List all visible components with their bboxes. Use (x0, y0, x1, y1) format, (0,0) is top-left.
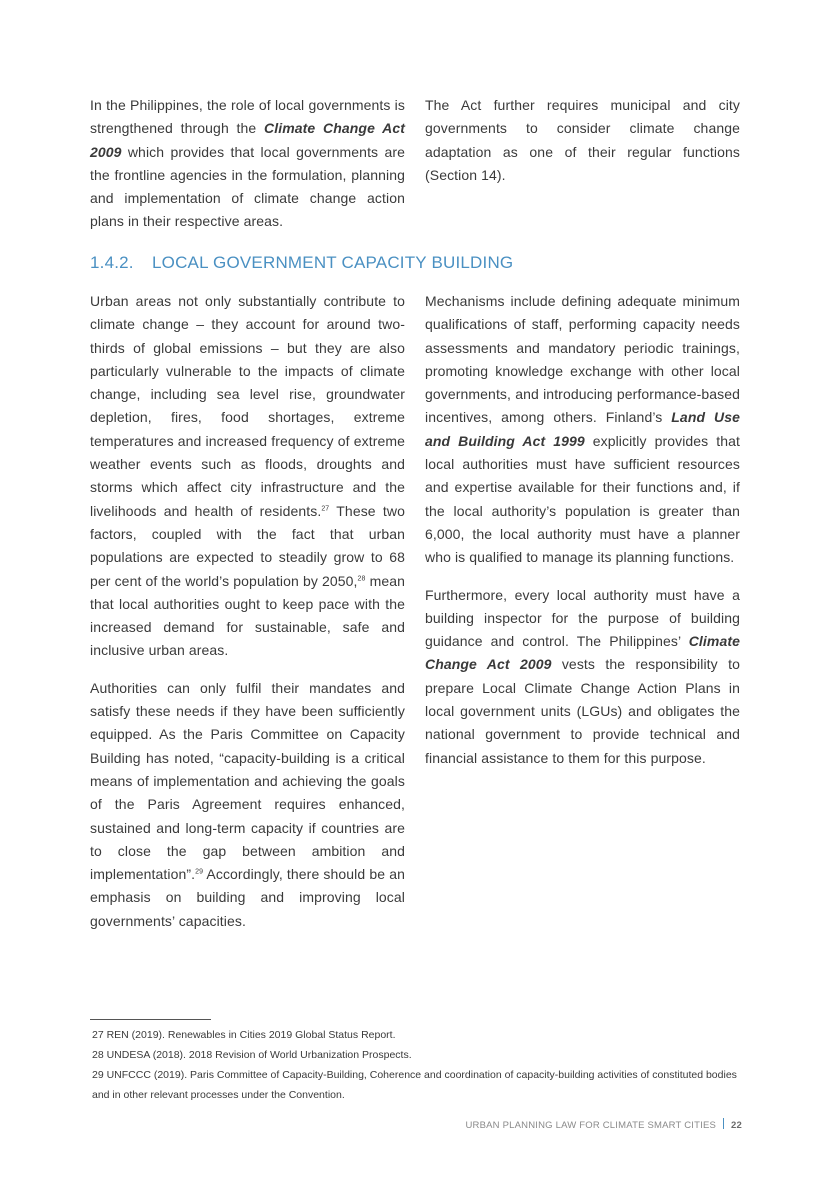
page-number: 22 (731, 1120, 742, 1131)
paragraph: In the Philippines, the role of local governments is strengthened through the Climate Change Act 2009 which provides that local governments are the frontline agencies in the formulation, planning and implementation of climate change action plans in their respective areas. (90, 97, 406, 230)
top-left-column (90, 94, 405, 234)
paragraph: Urban areas not only substantially contribute to climate change – they account for around two-thirds of global emissions – but they are also particularly vulnerable to the impacts of climate change, including sea level rise, groundwater depletion, fires, food shortages, extreme temperatures and increased frequency of extreme weather events such as floods, droughts and storms which affect city infrastructure and the livelihoods and health of residents.$^{27}$ These two factors, coupled with the fact that urban populations are expected to steadily grow to 68 per cent of the world’s population by 2050,28 mean that local authorities ought to keep pace with the increased demand for sustainable, safe and inclusive urban areas. (90, 293, 405, 659)
footnote-ref[interactable]: 28 (357, 574, 366, 582)
section-number: 1.4.2. (90, 253, 134, 272)
paragraph: Mechanisms include defining adequate minimum qualifications of staff, performing capacity needs assessments and mandatory periodic trainings, promoting knowledge exchange with other local governments, and introducing performance-based incentives, among others. Finland’s Land Use and Building Act 1999 explicitly provides that local authorities must have sufficient resources and expertise available for their functions and, if the local authority’s population is greater than 6,000, the local authority must have a planner who is qualified to manage its planning functions. (425, 293, 740, 566)
footnote-27: 27 REN (2019). Renewables in Cities 2019 Global Status Report. (92, 1029, 396, 1041)
top-right-column (425, 94, 740, 187)
act-reference: Land Use and Building Act 1999 (425, 409, 740, 449)
act-reference: Climate Change Act 2009 (425, 633, 740, 673)
footnote-ref[interactable]: 29 (195, 868, 204, 876)
lower-right-column (425, 290, 740, 770)
footnotes (92, 1025, 742, 1105)
paragraph: Authorities can only fulfil their mandates and satisfy these needs if they have been sufficiently equipped. As the Paris Committee on Capacity Building has noted, “capacity-building is a critical means of implementation and achieving the goals of the Paris Agreement requires enhanced, sustained and long-term capacity if countries are to close the gap between ambition and implementation”.$^{29}$ Accordingly, there should be an emphasis on building and improving local governments’ capacities. (90, 679, 405, 929)
paragraph: Furthermore, every local authority must have a building inspector for the purpose of building guidance and control. The Philippines’ Climate Change Act 2009 vests the responsibility to prepare Local Climate Change Action Plans in local government units (LGUs) and obligates the national government to provide technical and financial assistance to them for this purpose. (425, 586, 740, 766)
section-title: LOCAL GOVERNMENT CAPACITY BUILDING (152, 253, 514, 272)
footnote-ref[interactable]: 27 (321, 505, 330, 513)
footnote-28: 28 UNDESA (2018). 2018 Revision of World Urbanization Prospects. (92, 1049, 412, 1061)
section-heading (90, 253, 513, 273)
lower-left-column (90, 290, 405, 933)
act-reference: Climate Change Act 2009 (90, 120, 406, 160)
footer-title: URBAN PLANNING LAW FOR CLIMATE SMART CITIES (465, 1120, 717, 1131)
page-footer (465, 1118, 742, 1131)
footer-separator (723, 1118, 724, 1129)
paragraph: The Act further requires municipal and city governments to consider climate change adaptation as one of their regular functions (Section 14). (425, 97, 740, 183)
footnote-divider (90, 1019, 211, 1020)
footnote-29: 29 UNFCCC (2019). Paris Committee of Capacity-Building, Coherence and coordination of capacity-building activities of constituted bodies and in other relevant processes under the Convention. (92, 1069, 737, 1101)
